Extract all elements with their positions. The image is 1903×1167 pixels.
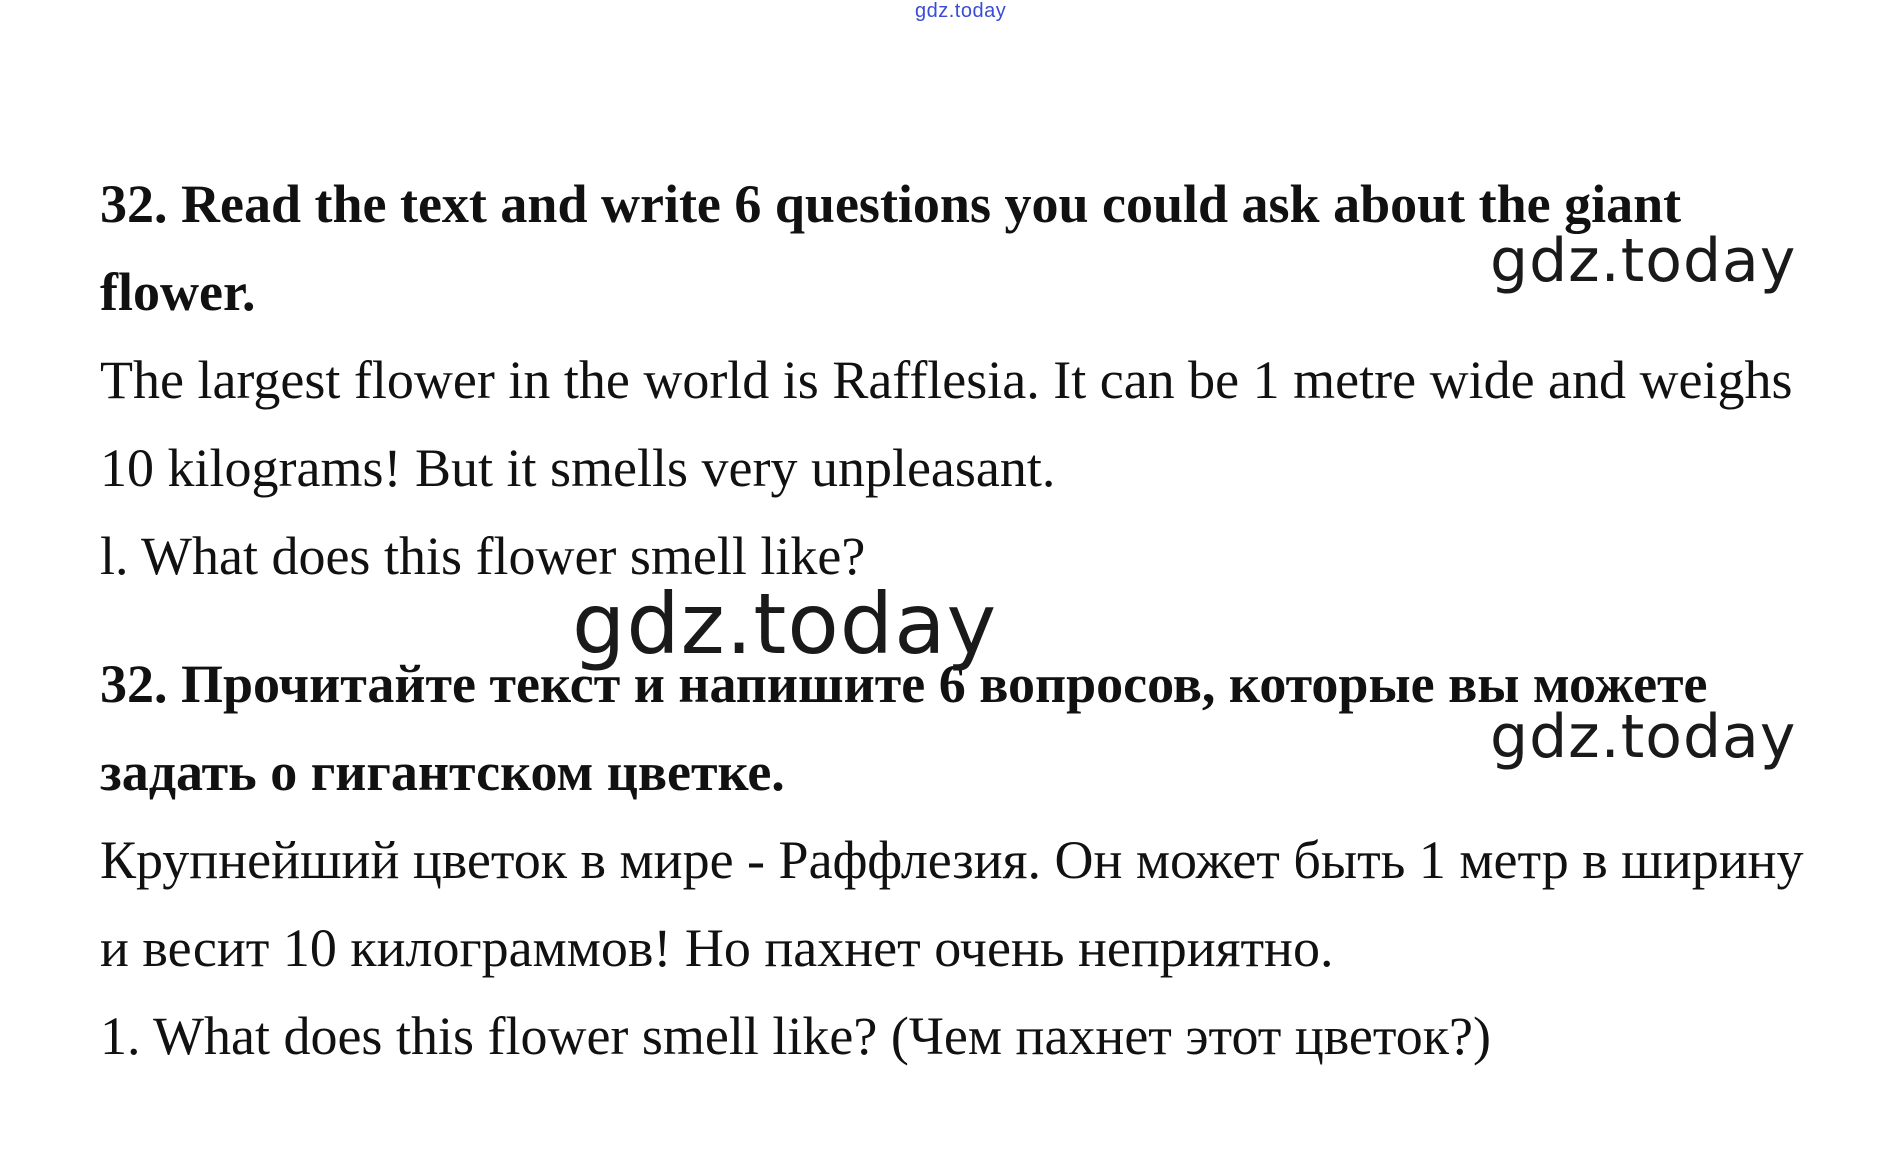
russian-exercise-text: Крупнейший цветок в мире - Раффлезия. Он может быть 1 метр в ширину и весит 10 килограммов! Но пахнет очень неприятно. xyxy=(100,830,1804,978)
watermark-right-lower: gdz.today xyxy=(1490,702,1797,772)
english-exercise-text: The largest flower in the world is Rafflesia. It can be 1 metre wide and weighs 10 kilograms! But it smells very unpleasant. xyxy=(100,350,1793,498)
russian-exercise-heading: 32. Прочитайте текст и напишите 6 вопросов, которые вы можете задать о гигантском цветке. xyxy=(100,654,1708,802)
watermark-right-upper: gdz.today xyxy=(1490,226,1797,296)
watermark-center: gdz.today xyxy=(572,575,998,673)
english-answer: l. What does this flower smell like? xyxy=(100,526,866,586)
russian-answer: 1. What does this flower smell like? (Чем пахнет этот цветок?) xyxy=(100,1006,1491,1066)
top-watermark: gdz.today xyxy=(915,0,1007,22)
english-exercise-heading: 32. Read the text and write 6 questions you could ask about the giant flower. xyxy=(100,174,1682,322)
